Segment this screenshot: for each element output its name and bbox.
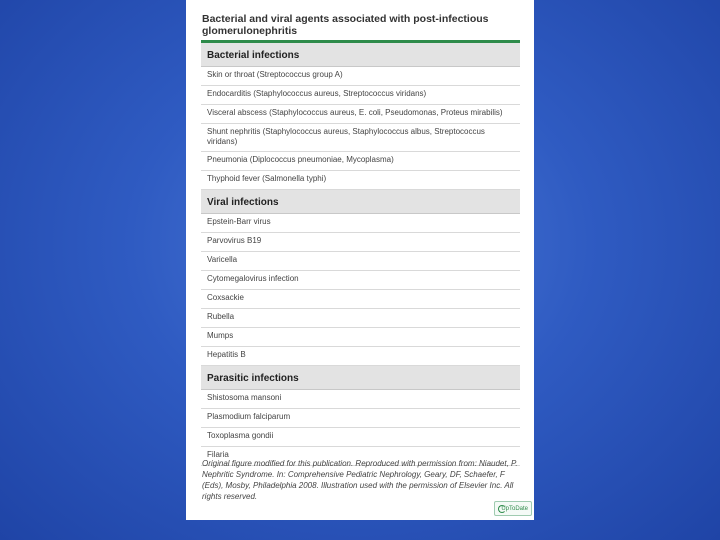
table-row: Visceral abscess (Staphylococcus aureus, E. coli, Pseudomonas, Proteus mirabilis) <box>201 105 520 124</box>
table-row: Shunt nephritis (Staphylococcus aureus, Staphylococcus albus, Streptococcus viridans) <box>201 124 520 152</box>
table-row: Endocarditis (Staphylococcus aureus, Streptococcus viridans) <box>201 86 520 105</box>
table-row: Thyphoid fever (Salmonella typhi) <box>201 171 520 190</box>
table-row: Shistosoma mansoni <box>201 390 520 409</box>
table-row: Rubella <box>201 309 520 328</box>
table-row: Filaria <box>201 447 520 466</box>
table-row: Pneumonia (Diplococcus pneumoniae, Mycoplasma) <box>201 152 520 171</box>
table-row: Hepatitis B <box>201 347 520 366</box>
logo-text: UpToDate <box>501 506 528 512</box>
document-card <box>186 0 534 520</box>
agents-table <box>201 40 520 466</box>
source-footnote: Original figure modified for this publication. Reproduced with permission from: Niaudet, P. Nephritic Syndrome. In: Comprehensive Pediatric Nephrology, Geary, DF, Schaefer, F (Eds), Mosby, Philadelphia 2008. Illustration used with the permission of Elsevier Inc. All rights reserved. <box>202 459 518 501</box>
table-row: Mumps <box>201 328 520 347</box>
section-heading-parasitic: Parasitic infections <box>201 366 520 390</box>
table-row: Coxsackie <box>201 290 520 309</box>
table-row: Plasmodium falciparum <box>201 409 520 428</box>
logo-swirl-icon <box>498 505 506 513</box>
table-row: Cytomegalovirus infection <box>201 271 520 290</box>
table-row: Parvovirus B19 <box>201 233 520 252</box>
table-row: Epstein-Barr virus <box>201 214 520 233</box>
table-row: Varicella <box>201 252 520 271</box>
section-heading-viral: Viral infections <box>201 190 520 214</box>
table-row: Toxoplasma gondii <box>201 428 520 447</box>
section-heading-bacterial: Bacterial infections <box>201 43 520 67</box>
table-row: Skin or throat (Streptococcus group A) <box>201 67 520 86</box>
table-title: Bacterial and viral agents associated with post-infectious glomerulonephritis <box>202 13 489 37</box>
uptodate-logo <box>494 501 532 516</box>
